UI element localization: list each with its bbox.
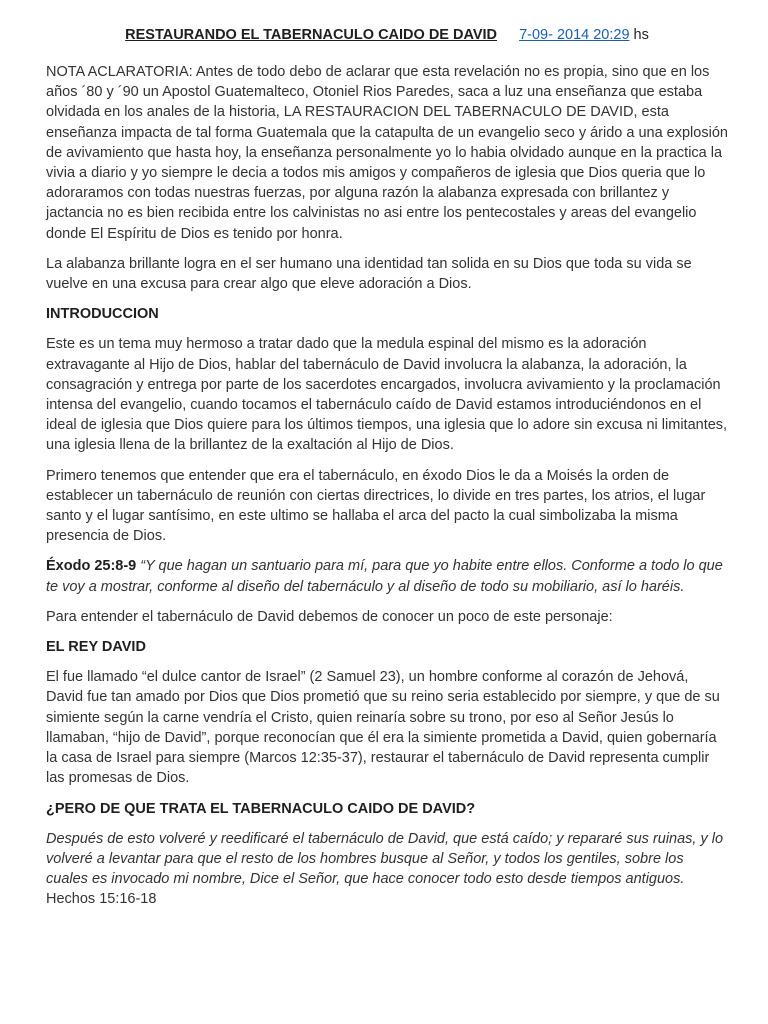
date-suffix: hs	[629, 27, 649, 43]
paragraph-rey-david: El fue llamado “el dulce cantor de Israel” (2 Samuel 23), un hombre conforme al corazón de Jehová, David fue tan amado por Dios que Dios prometió que su reino seria establecido por siempre, y que de su simiente según la carne vendría el Cristo, quien reinaría sobre su trono, por eso al Señor Jesús lo llamaban, “hijo de David”, porque reconocían que él era la simiente prometida a David, quien gobernaría la casa de Israel para siempre (Marcos 12:35-37), restaurar el tabernáculo de David representa cumplir las promesas de Dios.	[46, 669, 720, 787]
exodo-reference: Éxodo 25:8-9	[46, 558, 137, 575]
date-link[interactable]: 7-09- 2014 20:29	[519, 27, 630, 43]
paragraph-nota-aclaratoria: NOTA ACLARATORIA: Antes de todo debo de aclarar que esta revelación no es propia, sino que en los años ´80 y ´90 un Apostol Guatemalteco, Otoniel Rios Paredes, saca a luz una enseñanza que estaba olvidada en los anales de la historia, LA RESTAURACION DEL TABERNACULO DE DAVID, esta enseñanza impacta de tal forma Guatemala que la catapulta de un evangelio seco y árido a una explosión de avivamiento que hasta hoy, la enseñanza personalmente yo lo habia olvidado aunque en la practica la vivia a diario y yo siempre le decia a todos mis amigos y compañeros de iglesia que Dios queria que lo adoraramos con todas nuestras fuerzas, por alguna razón la alabanza expresada con brillantez y jactancia no es bien recibida entre los calvinistas no asi entre los pentecostales y areas del evangelio donde El Espíritu de Dios es tenido por honra.	[46, 64, 728, 242]
hechos-quote: Después de esto volveré y reedificaré el tabernáculo de David, que está caído; y repararé sus ruinas, y lo volveré a levantar para que el resto de los hombres busque al Señor, y todos los gentiles, sobre los cuales es invocado mi nombre, Dice el Señor, que hace conocer todo esto desde tiempos antiguos.	[46, 830, 724, 888]
paragraph-hechos	[46, 829, 728, 910]
document-title: RESTAURANDO EL TABERNACULO CAIDO DE DAVID	[125, 27, 498, 43]
paragraph-intro-2: Primero tenemos que entender que era el tabernáculo, en éxodo Dios le da a Moisés la orden de establecer un tabernáculo de reunión con ciertas directrices, lo divide en tres partes, los atrios, el lugar santo y el lugar santísimo, en este ultimo se hallaba el arca del pacto la cual simbolizaba la misma presencia de Dios.	[46, 467, 706, 545]
paragraph-exodo	[46, 556, 728, 596]
exodo-quote: “Y que hagan un santuario para mí, para que yo habite entre ellos. Conforme a todo lo que te voy a mostrar, conforme al diseño del tabernáculo y al diseño de todo su mobiliario, así lo haréis.	[46, 558, 723, 595]
heading-rey-david: EL REY DAVID	[46, 639, 146, 656]
heading-introduccion: INTRODUCCION	[46, 306, 159, 323]
hechos-reference: Hechos 15:16-18	[46, 891, 157, 908]
heading-pero-de-que-trata: ¿PERO DE QUE TRATA EL TABERNACULO CAIDO DE DAVID?	[46, 800, 476, 817]
paragraph-intro-1: Este es un tema muy hermoso a tratar dado que la medula espinal del mismo es la adoración extravagante al Hijo de Dios, hablar del tabernáculo de David involucra la alabanza, la adoración, la consagración y entrega por parte de los sacerdotes encargados, involucra avivamiento y la proclamación intensa del evangelio, cuando tocamos el tabernáculo caído de David estamos introduciéndonos en el ideal de iglesia que Dios quiere para los últimos tiempos, una iglesia que lo adore sin excusa ni limitantes, una iglesia llena de la brillantez de la exaltación al Hijo de Dios.	[46, 336, 728, 454]
paragraph-para-entender: Para entender el tabernáculo de David debemos de conocer un poco de este personaje:	[46, 608, 613, 625]
paragraph-alabanza: La alabanza brillante logra en el ser humano una identidad tan solida en su Dios que toda su vida se vuelve en una excusa para crear algo que eleve adoración a Dios.	[46, 255, 692, 293]
title-line	[46, 24, 728, 46]
